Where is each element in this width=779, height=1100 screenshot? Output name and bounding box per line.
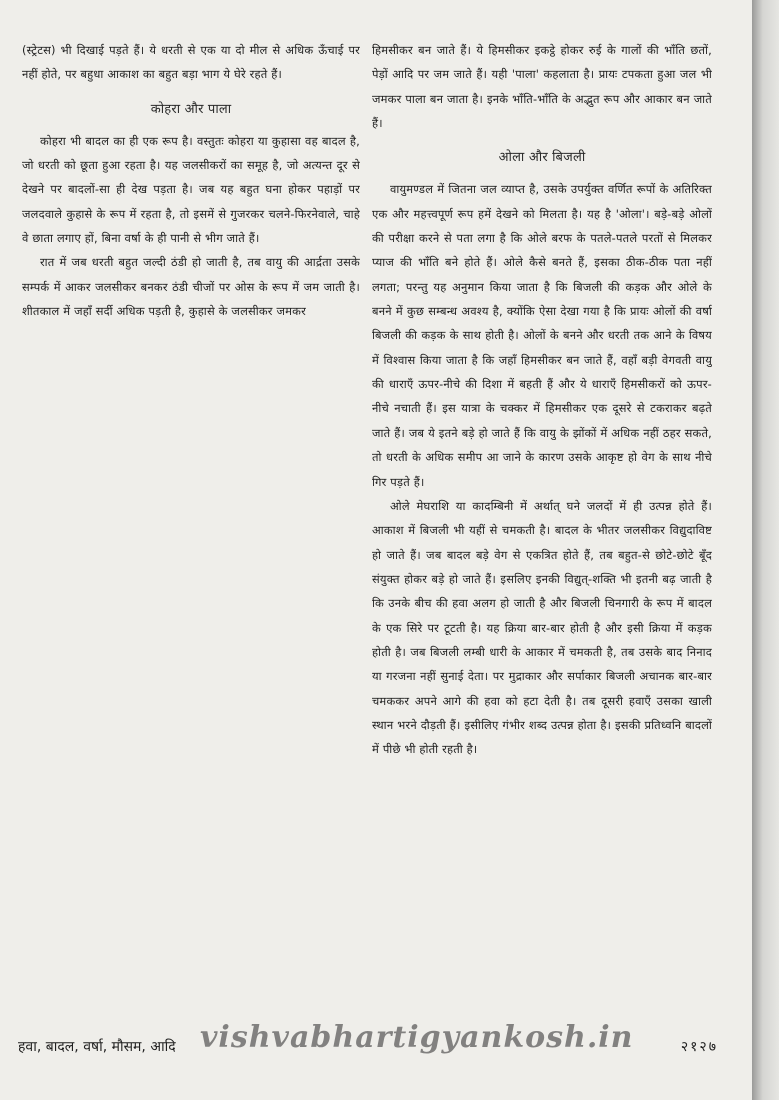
- running-footer-title: हवा, बादल, वर्षा, मौसम, आदि: [18, 1039, 176, 1055]
- paragraph: रात में जब धरती बहुत जल्दी ठंडी हो जाती है, तब वायु की आर्द्रता उसके सम्पर्क में आकर जलसीकर बनकर ठंडी चीजों पर ओस के रूप में जम जाती है। शीतकाल में जहाँ सर्दी अधिक पड़ती है, कुहासे के जलसीकर जमकर: [22, 255, 360, 319]
- paragraph: (स्ट्रेटस) भी दिखाई पड़ते हैं। ये धरती से एक या दो मील से अधिक ऊँचाई पर नहीं होते, पर बहुधा आकाश का बहुत बड़ा भाग ये घेरे रहते हैं।: [22, 43, 360, 82]
- site-watermark: vishvabhartigyankosh.in: [200, 1020, 634, 1055]
- paragraph: कोहरा भी बादल का ही एक रूप है। वस्तुतः कोहरा या कुहासा वह बादल है, जो धरती को छूता हुआ रहता है। यह जलसीकरों का समूह है, जो अत्यन्त दूर से देखने पर बादलों-सा ही देख पड़ता है। जब यह बहुत घना होकर पहाड़ों पर जलदवाले कुहासे के रूप में रहता है, तो इसमें से गुजरकर चलने-फिरनेवाले, चाहे वे छाता लगाए हों, बिना वर्षा के ही पानी से भीग जाते हैं।: [22, 133, 360, 246]
- page-edge-shadow: [752, 0, 779, 1100]
- section-heading-fog-frost: कोहरा और पाला: [150, 101, 232, 117]
- paragraph: ओले मेघराशि या कादम्बिनी में अर्थात् घने जलदों में ही उत्पन्न होते हैं। आकाश में बिजली भी यहीं से चमकती है। बादल के भीतर जलसीकर विद्युदाविष्ट हो जाते हैं। जब बादल बड़े वेग से एकत्रित होते हैं, तब बहुत-से छोटे-छोटे बूँद संयुक्त होकर बड़े हो जाते हैं। इसलिए इनकी विद्युत्-शक्ति भी इतनी बढ़ जाती है कि उनके बीच की हवा अलग हो जाती है और बिजली चिनगारी के रूप में बादल के एक सिरे पर टूटती है। यह क्रिया बार-बार होती है और इसी क्रिया में कड़क होती है। जब बिजली लम्बी धारी के आकार में चमकती है, तब उसके बाद निनाद या गरजना नहीं सुनाई देता। पर मुद्राकार और सर्पाकार बिजली अचानक बार-बार चमककर अपने आगे की हवा को हटा देती है। तब दूसरी हवाएँ उसका खाली स्थान भरने दौड़ती हैं। इसीलिए गंभीर शब्द उत्पन्न होता है। इसकी प्रतिध्वनि बादलों में पीछे भी होती रहती है।: [372, 498, 712, 757]
- page-number: २१२७: [680, 1039, 718, 1055]
- paragraph: हिमसीकर बन जाते हैं। ये हिमसीकर इकट्ठे होकर रुई के गालों की भाँति छतों, पेड़ों आदि पर जम जाते हैं। यही 'पाला' कहलाता है। प्रायः टपकता हुआ जल भी जमकर पाला बन जाता है। इनके भाँति-भाँति के अद्भुत रूप और आकार बन जाते हैं।: [372, 43, 712, 131]
- section-heading-hail-lightning: ओला और बिजली: [498, 150, 586, 166]
- paragraph: वायुमण्डल में जितना जल व्याप्त है, उसके उपर्युक्त वर्णित रूपों के अतिरिक्त एक और महत्त्वपूर्ण रूप हमें देखने को मिलता है। यह है 'ओला'। बड़े-बड़े ओलों की परीक्षा करने से पता लगा है कि ओले बरफ के पतले-पतले परतों से मिलकर प्याज की भाँति बने होते हैं। ओले कैसे बनते हैं, इसका ठीक-ठीक पता नहीं लगता; परन्तु यह अनुमान किया जाता है कि बिजली की कड़क और ओले के बनने में कुछ सम्बन्ध अवश्य है, क्योंकि ऐसा देखा गया है कि प्रायः ओलों की वर्षा बिजली की कड़क के साथ होती है। ओलों के बनने और धरती तक आने के विषय में विश्वास किया जाता है कि जहाँ हिमसीकर बन जाते हैं, वहाँ बड़ी वेगवती वायु की धाराएँ ऊपर-नीचे की दिशा में बहती हैं और ये धाराएँ हिमसीकरों को ऊपर-नीचे नचाती हैं। इस यात्रा के चक्कर में हिमसीकर एक दूसरे से टकराकर बढ़ते जाते हैं। जब ये इतने बड़े हो जाते हैं कि वायु के झोंकों में अधिक नहीं ठहर सकते, तो धरती के अधिक समीप आ जाने के कारण उसके आकृष्ट हो वेग के साथ नीचे गिर पड़ते हैं।: [372, 182, 712, 489]
- left-column: [22, 38, 360, 323]
- right-column: [372, 38, 712, 762]
